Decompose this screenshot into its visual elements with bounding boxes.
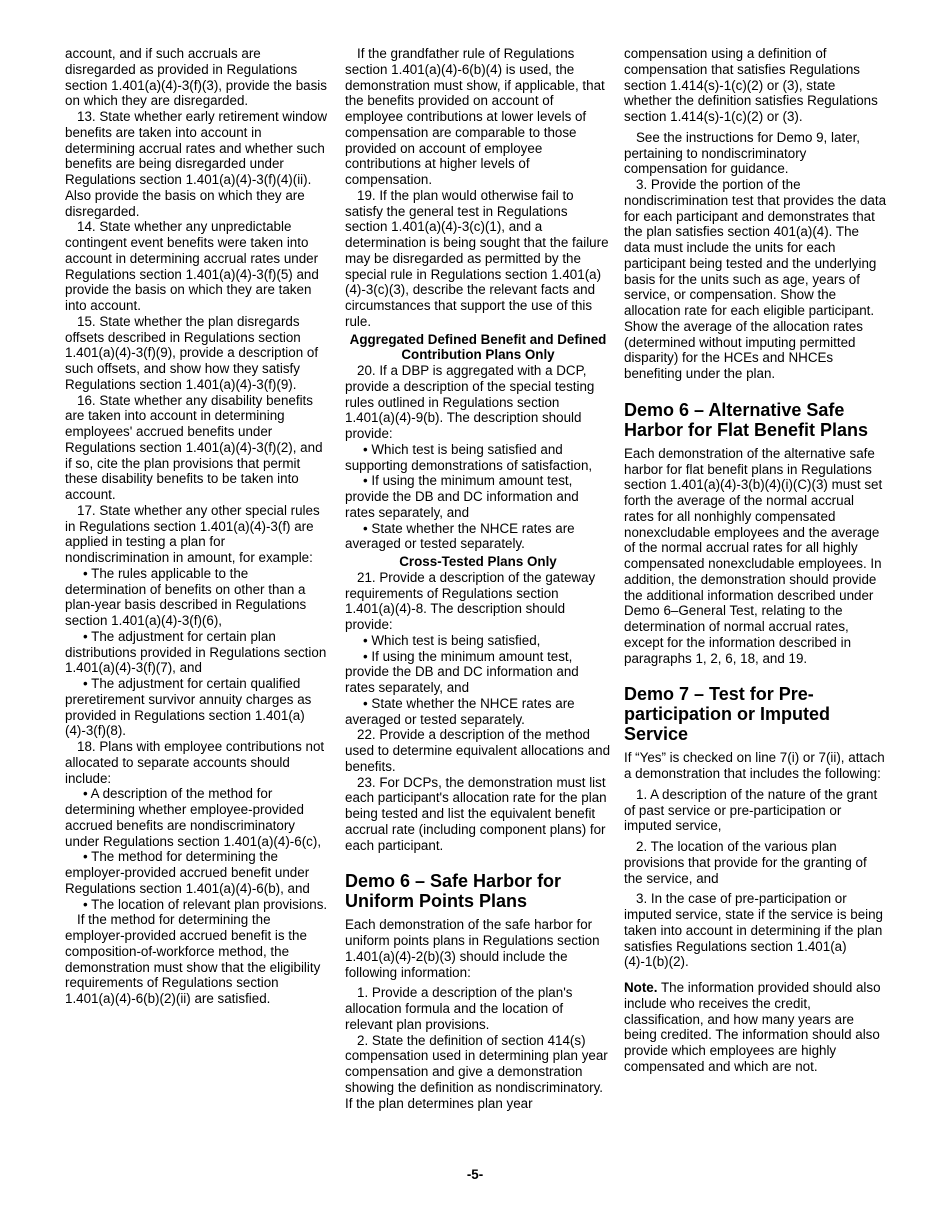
bullet-icon: • (83, 676, 92, 691)
paragraph: 16. State whether any disability benefits are taken into account in determining employees' accrued benefits under Regulations section 1.401(a)(4)-3(f)(2), and if so, cite the plan provisions that permit these disability benefits to be taken into account. (65, 392, 323, 502)
bullet-icon: • (363, 473, 372, 489)
paragraph: 17. State whether any other special rules in Regulations section 1.401(a)(4)-3(f) are applied in testing a plan for nondiscrimination in amount, for example: (65, 502, 320, 565)
paragraph: 3. Provide the portion of the nondiscrimination test that provides the data for each participant and demonstrates that the plan satisfies section 401(a)(4). The data must include the units for each participant being tested and the underlying basis for the units such as age, years of service, or compensation. Show the allocation rate for each eligible participant. Show the average of the allocation rates (determined without imputing permitted disparity) for the HCEs and NHCEs benefiting under the plan. (624, 177, 887, 381)
numbered-paragraph: 1. Provide a description of the plan's allocation formula and the location of relevant plan provisions. (345, 985, 573, 1032)
page-number: -5- (466, 1167, 484, 1182)
paragraph: 13. State whether early retirement window benefits are taken into account in determining accrual rates and whether such benefits are being disregarded under Regulations section 1.401(a)(4)-3(f)(4)(ii). Also provide the basis on which they are disregarded. (65, 109, 328, 219)
bullet-icon: • (363, 695, 372, 711)
bullet-icon: • (83, 628, 92, 644)
bullet-icon: • (363, 520, 372, 536)
numbered-paragraph: 2. The location of the various plan provisions that provide for the granting of the service, and (624, 839, 867, 886)
bullet-icon: • (363, 441, 372, 457)
paragraph: compensation using a definition of compensation that satisfies Regulations section 1.414(s)-1(c)(2) or (3), state whether the definition satisfies Regulations section 1.414(s)-1(c)(2) or (3). (624, 46, 878, 124)
paragraph: If “Yes” is checked on line 7(i) or 7(ii), attach a demonstration that includes the following: (624, 750, 885, 781)
paragraph: Each demonstration of the alternative safe harbor for flat benefit plans in Regulations section 1.401(a)(4)-3(b)(4)(i)(C)(3) must set forth the average of the normal accrual rates for all nonhighly compensated nonexcludable employees and the average of the normal accrual rates for all highly compensated nonexcludable employees. In addition, the demonstration should provide the additional information described under Demo 6–General Test, relating to the determination of normal accrual rates, except for the information described in paragraphs 1, 2, 6, 18, and 19. (624, 445, 883, 666)
bullet-item: • Which test is being satisfied and supporting demonstrations of satisfaction, (345, 441, 593, 473)
subheading: Cross-Tested Plans Only (399, 554, 557, 569)
bullet-item: • If using the minimum amount test, provide the DB and DC information and rates separately, and (345, 473, 579, 520)
column-1 (65, 46, 330, 1007)
paragraph: If the grandfather rule of Regulations section 1.401(a)(4)-6(b)(4) is used, the demonstration must show, if applicable, that the benefits provided on account of employee contributions at lower levels of compensation are comparable to those provided on account of employee contributions at higher levels of compensation. (345, 46, 605, 187)
paragraph: 15. State whether the plan disregards offsets described in Regulations section 1.401(a)(4)-3(f)(9), provide a description of such offsets, and show how they satisfy Regulations section 1.401(a)(4)-3(f)(9). (65, 313, 319, 392)
paragraph: 19. If the plan would otherwise fail to satisfy the general test in Regulations section 1.401(a)(4)-3(c)(1), and a determination is being sought that the failure may be disregarded as permitted by the special rule in Regulations section 1.401(a)(4)-3(c)(3), describe the relevant facts and circumstances that support the use of this rule. (345, 187, 609, 329)
numbered-paragraph: 3. In the case of pre-participation or imputed service, state if the service is being taken into account in determining if the plan satisfies Regulations section 1.401(a)(4)-1(b)(2). (624, 891, 884, 970)
column-2 (345, 46, 611, 1111)
paragraph: 22. Provide a description of the method used to determine equivalent allocations and benefits. (345, 727, 611, 774)
bullet-item: • Which test is being satisfied, (363, 632, 541, 648)
section-heading: Demo 6 – Alternative Safe Harbor for Flat Benefit Plans (624, 399, 869, 440)
paragraph: 21. Provide a description of the gateway requirements of Regulations section 1.401(a)(4)-8. The description should provide: (345, 569, 596, 632)
bullet-item: • State whether the NHCE rates are averaged or tested separately. (345, 520, 575, 552)
paragraph: If the method for determining the employer-provided accrued benefit is the composition-of-workforce method, the demonstration must show that the eligibility requirements of Regulations section 1.401(a)(4)-6(b)(2)(ii) are satisfied. (65, 912, 321, 1006)
section-heading: Demo 7 – Test for Pre-participation or Imputed Service (624, 684, 831, 745)
note-paragraph: Note. The information provided should also include who receives the credit, classification, and how many years are being credited. The information should also provide which employees are highly compensated and which are not. (624, 980, 881, 1074)
paragraph: 2. State the definition of section 414(s) compensation used in determining plan year compensation and give a demonstration showing the definition as nondiscriminatory. If the plan determines plan year (345, 1032, 608, 1111)
bullet-item: • The location of relevant plan provisions. (83, 896, 328, 912)
bullet-item: • State whether the NHCE rates are averaged or tested separately. (345, 695, 575, 727)
numbered-paragraph: See the instructions for Demo 9, later, pertaining to nondiscriminatory compensation for guidance. (624, 129, 861, 177)
paragraph: 20. If a DBP is aggregated with a DCP, provide a description of the special testing rules outlined in Regulations section 1.401(a)(4)-9(b). The description should provide: (345, 363, 595, 441)
bullet-item: • The adjustment for certain plan distributions provided in Regulations section 1.401(a)(4)-3(f)(7), and (65, 628, 327, 676)
bullet-icon: • (83, 849, 92, 865)
paragraph: 23. For DCPs, the demonstration must list each participant's allocation rate for the plan being tested and list the equivalent benefit accrual rate (including component plans) for each participant. (345, 774, 607, 853)
paragraph: 18. Plans with employee contributions not allocated to separate accounts should include: (65, 739, 325, 786)
paragraph: 14. State whether any unpredictable contingent event benefits were taken into account in determining accrual rates under Regulations section 1.401(a)(4)-3(f)(5) and provide the basis on which they are taken into account. (65, 219, 319, 313)
bullet-icon: • (83, 896, 92, 912)
bullet-icon: • (363, 632, 372, 648)
paragraph: Each demonstration of the safe harbor for uniform points plans in Regulations section 1.401(a)(4)-2(b)(3) should include the following information: (345, 917, 600, 980)
bullet-icon: • (83, 786, 91, 802)
bullet-item: • If using the minimum amount test, provide the DB and DC information and rates separately, and (345, 648, 579, 695)
bullet-item: • The adjustment for certain qualified preretirement survivor annuity charges as provided in Regulations section 1.401(a)(4)-3(f)(8). (65, 676, 312, 739)
column-3 (624, 46, 886, 1075)
bullet-icon: • (83, 565, 92, 581)
bullet-item: • The method for determining the employer-provided accrued benefit under Regulations section 1.401(a)(4)-6(b), and (65, 849, 310, 896)
subheading: Aggregated Defined Benefit and Defined Contribution Plans Only (349, 331, 607, 363)
bullet-item: • The rules applicable to the determination of benefits on other than a plan-year basis described in Regulations section 1.401(a)(4)-3(f)(6), (65, 565, 307, 628)
numbered-paragraph: 1. A description of the nature of the grant of past service or pre-participation or imputed service, (624, 786, 878, 834)
section-heading: Demo 6 – Safe Harbor for Uniform Points Plans (345, 871, 562, 912)
bullet-icon: • (363, 648, 372, 664)
bullet-item: • A description of the method for determining whether employee-provided accrued benefits are nondiscriminatory under Regulations section 1.401(a)(4)-6(c), (65, 786, 322, 849)
paragraph: account, and if such accruals are disregarded as provided in Regulations section 1.401(a)(4)-3(f)(3), provide the basis on which they are disregarded. (65, 46, 327, 109)
